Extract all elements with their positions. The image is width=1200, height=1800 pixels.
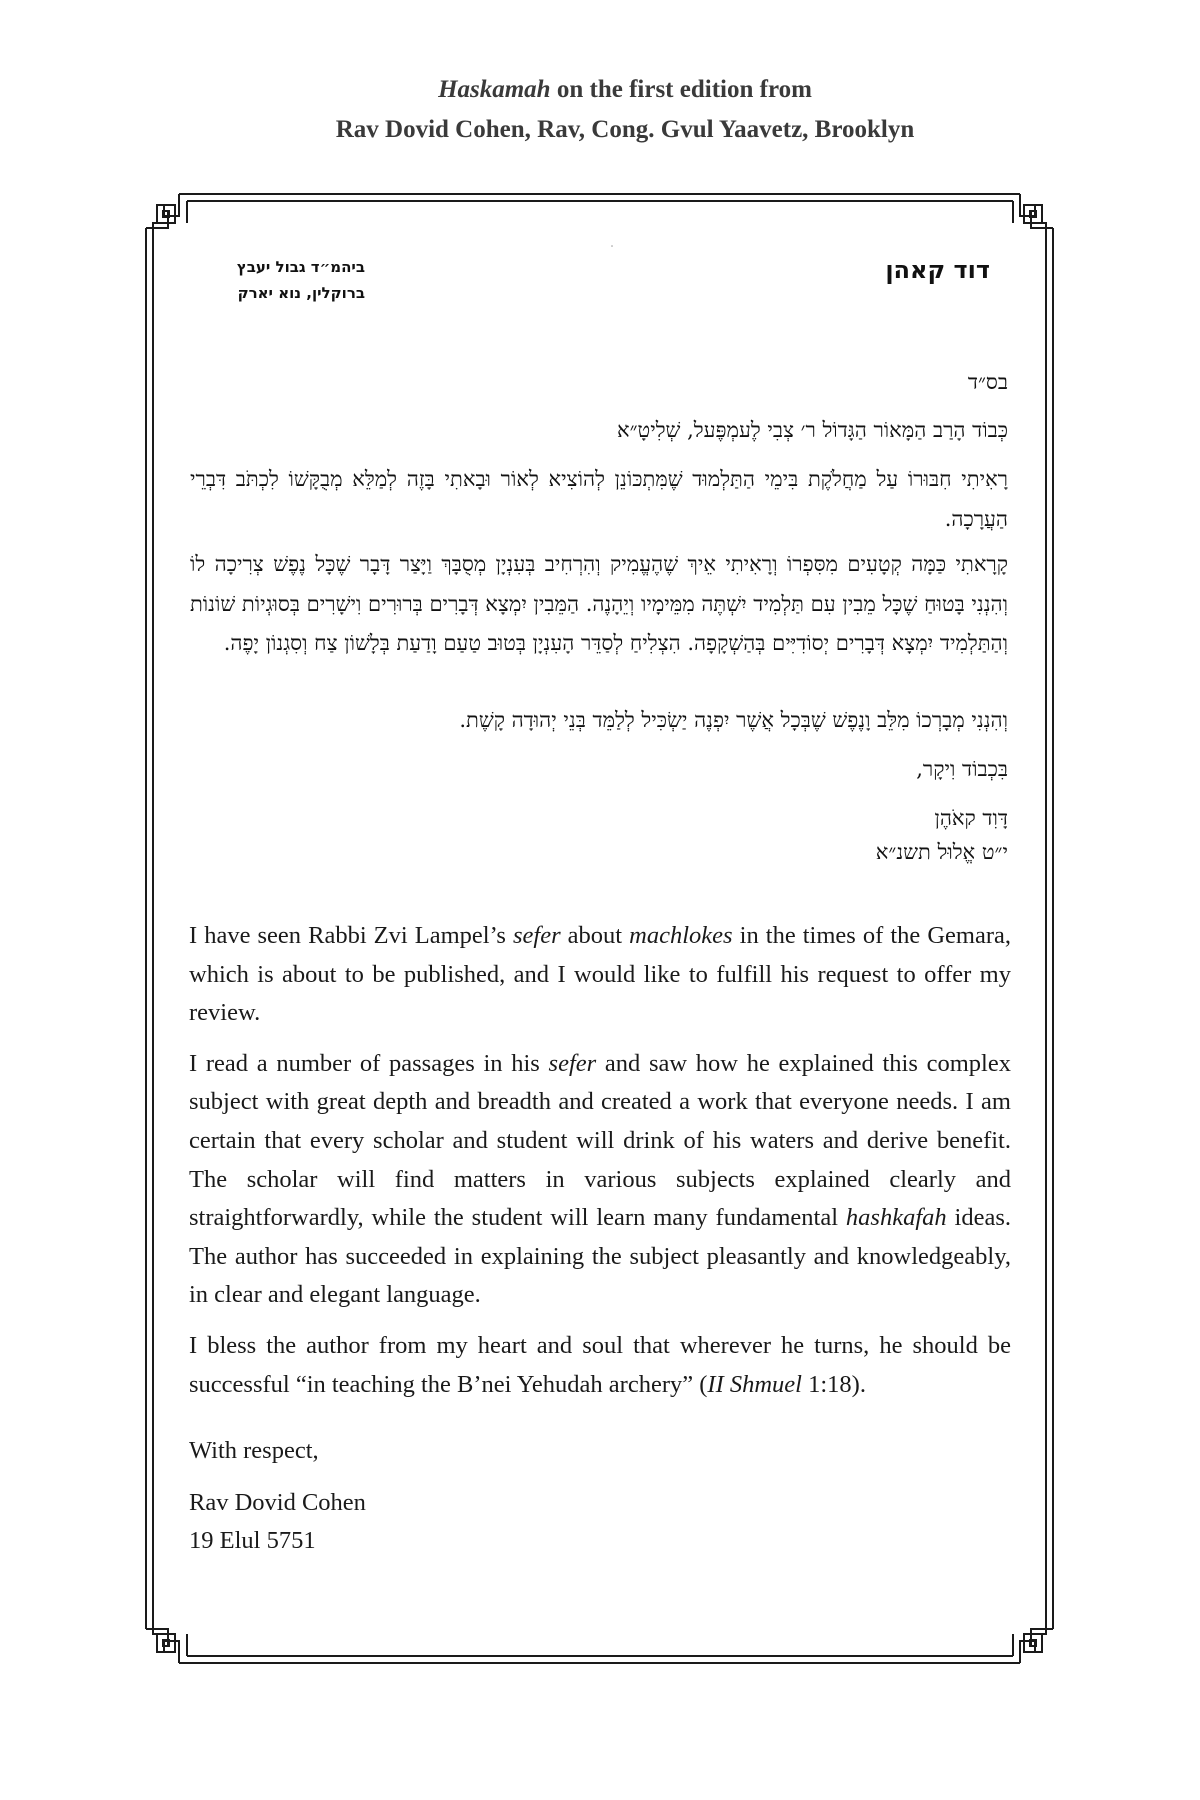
- english-signature: Rav Dovid Cohen: [189, 1489, 366, 1516]
- corner-ornament-top-right: [1013, 194, 1053, 235]
- hebrew-signature: דָּוִד קאֹהֶן: [934, 806, 1008, 830]
- italic-term: machlokes: [629, 922, 733, 949]
- heading-italic-term: Haskamah: [438, 76, 551, 103]
- hebrew-bsd: בס״ד: [967, 370, 1008, 394]
- letterhead-rabbi-name: דוד קאהן: [885, 256, 990, 284]
- corner-ornament-bottom-left: [146, 1622, 187, 1663]
- text-run: and saw how he explained this complex subject with great depth and breadth and created a work that everyone needs. I am certain that every scholar and student will drink of his waters and derive benefit. The scholar will find matters in various subjects explained clearly and straightforwardly, while the student will learn many fundamental: [189, 1049, 1011, 1232]
- english-date: 19 Elul 5751: [189, 1527, 316, 1554]
- letterhead-congregation-name: ביהמ״ד גבול יעבץ: [236, 258, 365, 276]
- corner-ornament-top-left: [146, 194, 187, 235]
- hebrew-salutation: כְּבוֹד הָרַב הַמָּאוֹר הַגָּדוֹל ר׳ צְבִי לֶעמְפֶּעל, שְׁלִיטָ״א: [616, 418, 1008, 442]
- italic-term: sefer: [548, 1049, 597, 1077]
- italic-term: II Shmuel: [707, 1370, 802, 1398]
- corner-ornament-bottom-right: [1013, 1622, 1053, 1663]
- hebrew-date: י״ט אֱלוּל תשנ״א: [875, 840, 1008, 864]
- hebrew-closing: בִּכְבוֹד וִיקָר,: [916, 757, 1008, 781]
- heading-line-2: Rav Dovid Cohen, Rav, Cong. Gvul Yaavetz, Brooklyn: [335, 116, 915, 143]
- text-run: in the times of the Gemara, which is about to be published, and I would like to fulfill his request to offer my review.: [189, 922, 1011, 1027]
- heading-line-1-text: on the first edition from: [550, 76, 812, 103]
- hebrew-paragraph-1: רָאִיתִי חִבּוּרוֹ עַל מַחֲלֹקֶת בִּימֵי הַתַּלְמוּד שֶׁמִּתְכּוֹנֵן לְהוֹצִיא לְאוֹר וּבָאתִי בָּזֶה לְמַלֵּא מְבֻקָּשׁוֹ לִכְתֹּב דִּבְרֵי הַעֲרָכָה.: [190, 467, 1008, 531]
- text-run: ideas. The author has succeeded in explaining the subject pleasantly and knowledgeably, in clear and elegant language.: [189, 1204, 1012, 1309]
- italic-term: hashkafah: [845, 1204, 947, 1232]
- text-run: about: [560, 922, 630, 949]
- hebrew-paragraph-2: קָרָאתִי כַּמָּה קְטָעִים מִסִּפְרוֹ וְרָאִיתִי אֵיךְ שֶׁהֶעֱמִיק וְהִרְחִיב בְּעִנְיָן מְסֻבָּךְ וַיָּצַר דָּבָר שֶׁכָּל נֶפֶשׁ צְרִיכָה לוֹ וְהִנְנִי בָּטוּחַ שֶׁכָּל מֵבִין עִם תַּלְמִיד יִשְׁתֶּה מִמֵּימָיו וְיֵהָנֶה. הַמֵּבִין יִמְצָא דְּבָרִים בְּרוּרִים וִישָׁרִים בְּסוּגְיוֹת שׁוֹנוֹת וְהַתַּלְמִיד יִמְצָא דְּבָרִים יְסוֹדִיִּים בְּהַשְׁקָפָה. הִצְלִיחַ לְסַדֵּר הָעִנְיָן בְּטוּב טַעַם וָדַעַת בְּלָשׁוֹן צַח וְסִגְנוֹן יָפֶה.: [190, 552, 1008, 655]
- italic-term: sefer: [513, 922, 561, 949]
- english-paragraph-1: [189, 917, 1011, 1033]
- english-paragraph-3: [189, 1327, 1011, 1404]
- english-letter: [189, 917, 1011, 1404]
- letterhead-location: ברוקלין, נוא יארק: [237, 284, 365, 302]
- speck: [611, 245, 613, 247]
- english-closing: With respect,: [189, 1437, 319, 1464]
- text-run: I have seen Rabbi Zvi Lampel’s: [189, 922, 513, 949]
- text-run: 1:18).: [801, 1370, 866, 1398]
- hebrew-paragraph-3: וְהִנְנִי מְבָרְכוֹ מִלֵּב וָנֶפֶשׁ שֶׁבְּכָל אֲשֶׁר יִפְנֶה יַשְׂכִּיל לְלַמֵּד בְּנֵי יְהוּדָה קָשֶׁת.: [459, 708, 1008, 732]
- text-run: I read a number of passages in his: [189, 1049, 549, 1077]
- english-paragraph-2: [189, 1045, 1011, 1315]
- text-run: I bless the author from my heart and soul that wherever he turns, he should be successful “in teaching the B’nei Yehudah archery” (: [189, 1331, 1011, 1398]
- letterhead-congregation: [195, 254, 365, 306]
